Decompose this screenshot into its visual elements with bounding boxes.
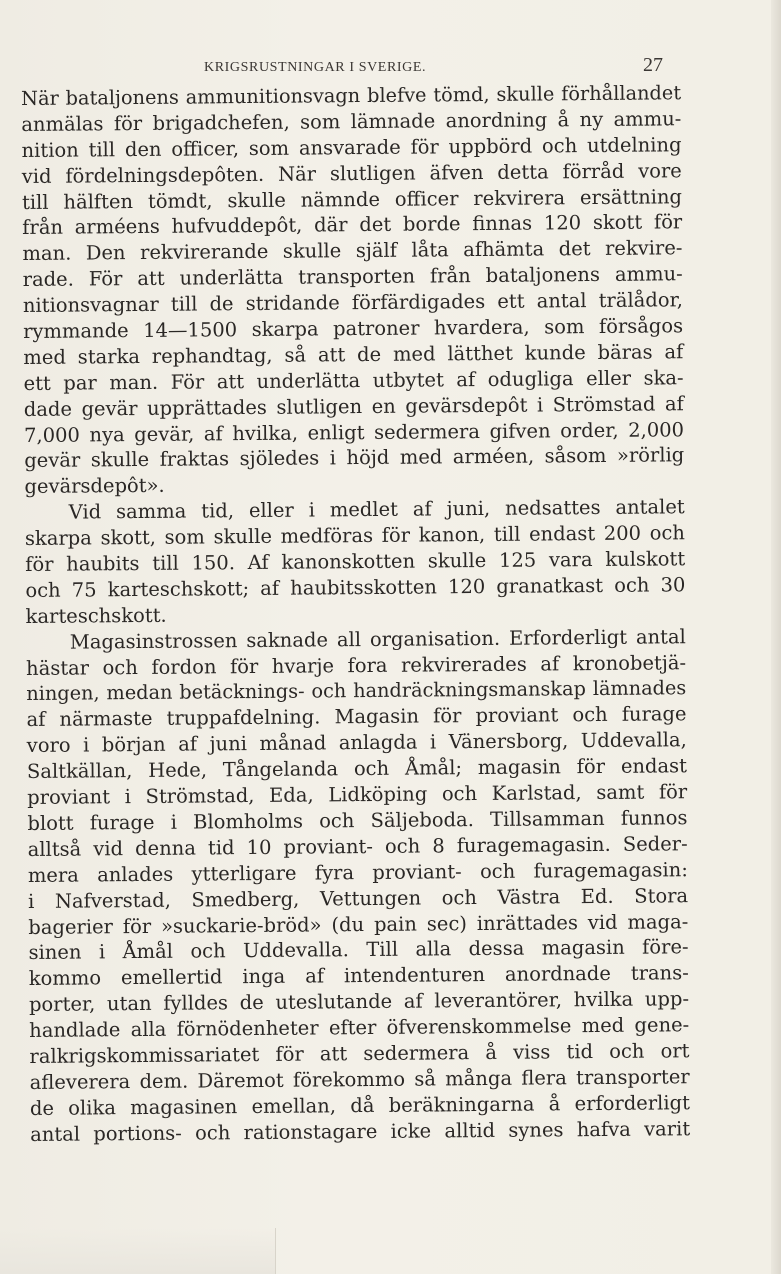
text-line: rade. För att underlätta transporten från bataljonens ammu- — [22, 262, 683, 292]
page-edge — [771, 0, 781, 1274]
text-line: proviant i Strömstad, Eda, Lidköping och Karlstad, samt för — [27, 780, 688, 810]
text-line: bagerier för »suckarie-bröd» (du pain sec) inrättades vid maga- — [28, 909, 689, 939]
text-line: voro i början af juni månad anlagda i Vänersborg, Uddevalla, — [26, 728, 687, 758]
text-line: porter, utan fylldes de uteslutande af leverantörer, hvilka upp- — [28, 987, 690, 1017]
text-line: hästar och fordon för hvarje fora rekvirerades af kronobetjä- — [25, 650, 687, 680]
text-line: karteschskott. — [25, 603, 167, 628]
text-line: nition till den officer, som ansvarade för uppbörd och utdelning — [21, 133, 682, 162]
text-line: af närmaste truppafdelning. Magasin för proviant och furage — [26, 702, 687, 732]
text-line: mera anlades ytterligare fyra proviant- och furagemagasin: — [27, 857, 688, 887]
text-line: 7,000 nya gevär, af hvilka, enligt sedermera gifven order, 2,000 — [23, 417, 685, 447]
paragraph-start-line: Magasinstrossen saknade all organisation. Erforderligt antal — [69, 624, 686, 654]
text-line: man. Den rekvirerande skulle själf låta afhämta det rekvire- — [22, 236, 683, 266]
text-line: ralkrigskommissariatet för att sedermera å viss tid och ort — [29, 1039, 690, 1068]
page-number: 27 — [643, 54, 663, 76]
text-line: för haubits till 150. Af kanonskotten skulle 125 vara kulskott — [25, 547, 686, 577]
text-line: När bataljonens ammunitionsvagn blefve tömd, skulle förhållandet — [21, 81, 682, 110]
body-text — [21, 80, 690, 1147]
text-line: sinen i Åmål och Uddevalla. Till alla dessa magasin före- — [28, 935, 689, 965]
page-corner-smudge — [0, 1228, 276, 1274]
text-line: och 75 karteschskott; af haubitsskotten 120 granatkast och 30 — [25, 573, 686, 602]
text-line: ningen, medan betäcknings- och handräckningsmanskap lämnades — [26, 676, 687, 706]
text-line: Saltkällan, Hede, Tångelanda och Åmål; magasin för endast — [26, 754, 688, 784]
paragraph-start-line: Vid samma tid, eller i medlet af juni, nedsattes antalet — [68, 495, 685, 524]
text-line: antal portions- och rationstagare icke alltid synes hafva varit — [30, 1116, 691, 1146]
text-line: afleverera dem. Däremot förekommo så många flera transporter — [29, 1065, 690, 1094]
running-head: KRIGSRUSTNINGAR I SVERIGE. — [204, 60, 427, 75]
text-line: rymmande 14—1500 skarpa patroner hvardera, som försågos — [23, 314, 684, 344]
text-line: handlade alla förnödenheter efter öfverenskommelse med gene- — [29, 1013, 690, 1043]
text-line: ett par man. För att underlätta utbytet af odugliga eller ska- — [23, 366, 684, 395]
text-line: anmälas för brigadchefen, som lämnade anordning å ny ammu- — [21, 107, 682, 136]
text-line: dade gevär upprättades slutligen en gevärsdepôt i Strömstad af — [23, 391, 684, 421]
text-line: gevärsdepôt». — [24, 474, 165, 499]
text-line: alltså vid denna tid 10 proviant- och 8 furagemagasin. Seder- — [27, 832, 688, 861]
text-line: kommo emellertid inga af intendenturen anordnade trans- — [28, 961, 689, 991]
text-line: de olika magasinen emellan, då beräkningarna å erforderligt — [29, 1090, 690, 1120]
text-line: gevär skulle fraktas sjöledes i höjd med arméen, såsom »rörlig — [24, 443, 685, 473]
text-line: skarpa skott, som skulle medföras för kanon, till endast 200 och — [24, 521, 686, 551]
text-line: nitionsvagnar till de stridande förfärdigades ett antal trälådor, — [22, 288, 683, 318]
text-line: i Nafverstad, Smedberg, Vettungen och Västra Ed. Stora — [28, 883, 689, 913]
text-line: vid fördelningsdepôten. När slutligen äfven detta förråd vore — [21, 158, 682, 188]
text-line: till hälften tömdt, skulle nämnde officer rekvirera ersättning — [21, 184, 683, 214]
text-line: med starka rephandtag, så att de med lätthet kunde bäras af — [23, 340, 684, 369]
text-line: från arméens hufvuddepôt, där det borde finnas 120 skott för — [22, 210, 683, 240]
text-line: blott furage i Blomholms och Säljeboda. Tillsamman funnos — [27, 806, 688, 835]
